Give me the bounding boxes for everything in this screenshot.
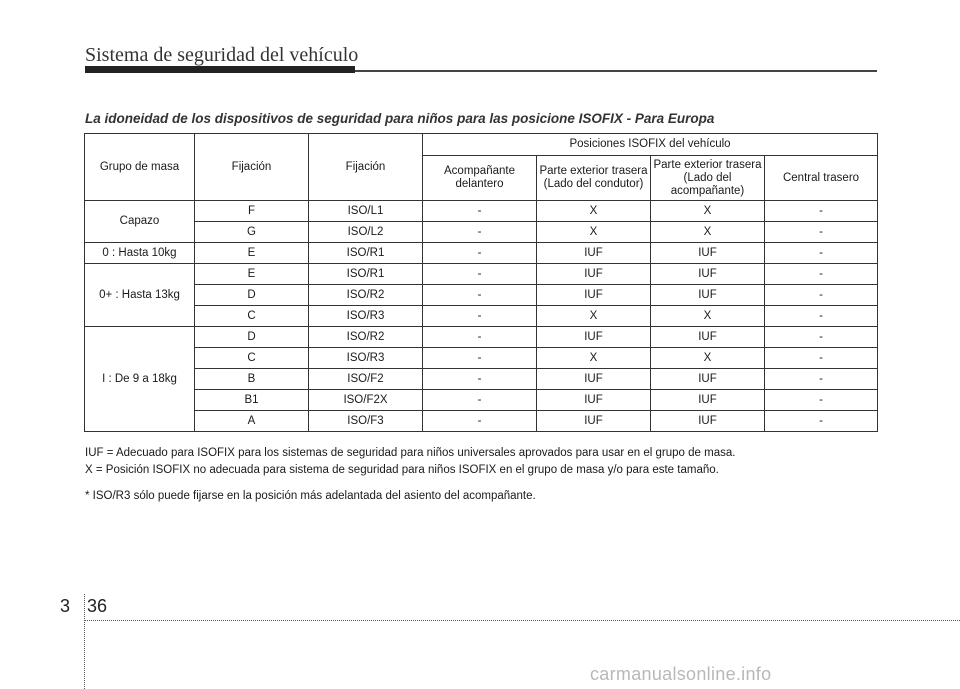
table-row xyxy=(85,306,878,327)
fixture-cell: ISO/F2X xyxy=(309,390,423,411)
rear-passenger-cell: IUF xyxy=(651,285,765,306)
fixture-cell: ISO/R2 xyxy=(309,327,423,348)
page-header-title: Sistema de seguridad del vehículo xyxy=(85,44,359,66)
rear-passenger-cell: IUF xyxy=(651,390,765,411)
rear-driver-cell: IUF xyxy=(537,411,651,432)
rear-driver-cell: X xyxy=(537,222,651,243)
table-row xyxy=(85,201,878,222)
size-cell: E xyxy=(195,264,309,285)
header-rear-driver-side: Parte exterior trasera (Lado del condutor) xyxy=(537,156,651,201)
center-cell: - xyxy=(765,348,878,369)
table-row xyxy=(85,411,878,432)
size-cell: B xyxy=(195,369,309,390)
front-cell: - xyxy=(423,348,537,369)
mass-group-cell: I : De 9 a 18kg xyxy=(85,327,195,432)
note-iuf: IUF = Adecuado para ISOFIX para los sistemas de seguridad para niños universales aprovados para usar en el grupo de masa. xyxy=(85,447,736,459)
size-cell: A xyxy=(195,411,309,432)
front-cell: - xyxy=(423,222,537,243)
front-cell: - xyxy=(423,201,537,222)
note-iso-r3: * ISO/R3 sólo puede fijarse en la posición más adelantada del asiento del acompañante. xyxy=(85,490,536,502)
rear-passenger-cell: IUF xyxy=(651,243,765,264)
note-x: X = Posición ISOFIX no adecuada para sistema de seguridad para niños ISOFIX en el grupo de masa y/o para este tamaño. xyxy=(85,464,719,476)
table-row xyxy=(85,285,878,306)
chapter-number: 3 xyxy=(60,596,71,616)
rear-driver-cell: X xyxy=(537,201,651,222)
header-front-passenger: Acompañante delantero xyxy=(423,156,537,201)
size-cell: C xyxy=(195,306,309,327)
size-cell: F xyxy=(195,201,309,222)
header-rear-passenger-side: Parte exterior trasera (Lado del acompañante) xyxy=(651,156,765,201)
table-row xyxy=(85,369,878,390)
header-rear-center: Central trasero xyxy=(765,156,878,201)
fixture-cell: ISO/R1 xyxy=(309,243,423,264)
header-vehicle-positions: Posiciones ISOFIX del vehículo xyxy=(423,134,878,156)
rear-passenger-cell: IUF xyxy=(651,369,765,390)
front-cell: - xyxy=(423,306,537,327)
size-cell: D xyxy=(195,285,309,306)
watermark: carmanualsonline.info xyxy=(590,664,772,684)
front-cell: - xyxy=(423,243,537,264)
front-cell: - xyxy=(423,411,537,432)
fixture-cell: ISO/R2 xyxy=(309,285,423,306)
rear-driver-cell: IUF xyxy=(537,369,651,390)
center-cell: - xyxy=(765,327,878,348)
table-notes xyxy=(85,445,885,505)
table-row xyxy=(85,222,878,243)
footer-horizontal-divider xyxy=(84,620,960,621)
fixture-cell: ISO/L1 xyxy=(309,201,423,222)
footer-vertical-divider xyxy=(84,594,85,689)
center-cell: - xyxy=(765,264,878,285)
size-cell: B1 xyxy=(195,390,309,411)
rear-driver-cell: IUF xyxy=(537,264,651,285)
center-cell: - xyxy=(765,306,878,327)
header-fixation-fixture: Fijación xyxy=(309,134,423,201)
rear-driver-cell: IUF xyxy=(537,327,651,348)
mass-group-cell: Capazo xyxy=(85,201,195,243)
rear-passenger-cell: X xyxy=(651,348,765,369)
front-cell: - xyxy=(423,264,537,285)
page-number: 36 xyxy=(87,596,108,616)
header-rule-thin xyxy=(355,70,877,72)
rear-driver-cell: X xyxy=(537,306,651,327)
size-cell: D xyxy=(195,327,309,348)
section-title: La idoneidad de los dispositivos de seguridad para niños para las posicione ISOFIX - Para Europa xyxy=(85,111,715,126)
table-body xyxy=(85,201,878,432)
center-cell: - xyxy=(765,369,878,390)
center-cell: - xyxy=(765,222,878,243)
mass-group-cell: 0+ : Hasta 13kg xyxy=(85,264,195,327)
table-row xyxy=(85,264,878,285)
rear-passenger-cell: IUF xyxy=(651,327,765,348)
mass-group-cell: 0 : Hasta 10kg xyxy=(85,243,195,264)
rear-driver-cell: IUF xyxy=(537,243,651,264)
center-cell: - xyxy=(765,285,878,306)
table-row xyxy=(85,390,878,411)
rear-passenger-cell: X xyxy=(651,201,765,222)
center-cell: - xyxy=(765,390,878,411)
header-mass-group: Grupo de masa xyxy=(85,134,195,201)
fixture-cell: ISO/R1 xyxy=(309,264,423,285)
center-cell: - xyxy=(765,201,878,222)
front-cell: - xyxy=(423,369,537,390)
rear-driver-cell: X xyxy=(537,348,651,369)
isofix-suitability-table xyxy=(84,133,878,432)
rear-passenger-cell: X xyxy=(651,222,765,243)
fixture-cell: ISO/R3 xyxy=(309,306,423,327)
header-fixation-size: Fijación xyxy=(195,134,309,201)
header-rule-thick xyxy=(85,66,355,73)
front-cell: - xyxy=(423,327,537,348)
center-cell: - xyxy=(765,411,878,432)
fixture-cell: ISO/F2 xyxy=(309,369,423,390)
rear-driver-cell: IUF xyxy=(537,285,651,306)
rear-driver-cell: IUF xyxy=(537,390,651,411)
fixture-cell: ISO/R3 xyxy=(309,348,423,369)
front-cell: - xyxy=(423,390,537,411)
fixture-cell: ISO/F3 xyxy=(309,411,423,432)
table-row xyxy=(85,327,878,348)
front-cell: - xyxy=(423,285,537,306)
rear-passenger-cell: X xyxy=(651,306,765,327)
size-cell: E xyxy=(195,243,309,264)
size-cell: G xyxy=(195,222,309,243)
size-cell: C xyxy=(195,348,309,369)
table-row xyxy=(85,243,878,264)
table-row xyxy=(85,348,878,369)
rear-passenger-cell: IUF xyxy=(651,264,765,285)
rear-passenger-cell: IUF xyxy=(651,411,765,432)
center-cell: - xyxy=(765,243,878,264)
fixture-cell: ISO/L2 xyxy=(309,222,423,243)
